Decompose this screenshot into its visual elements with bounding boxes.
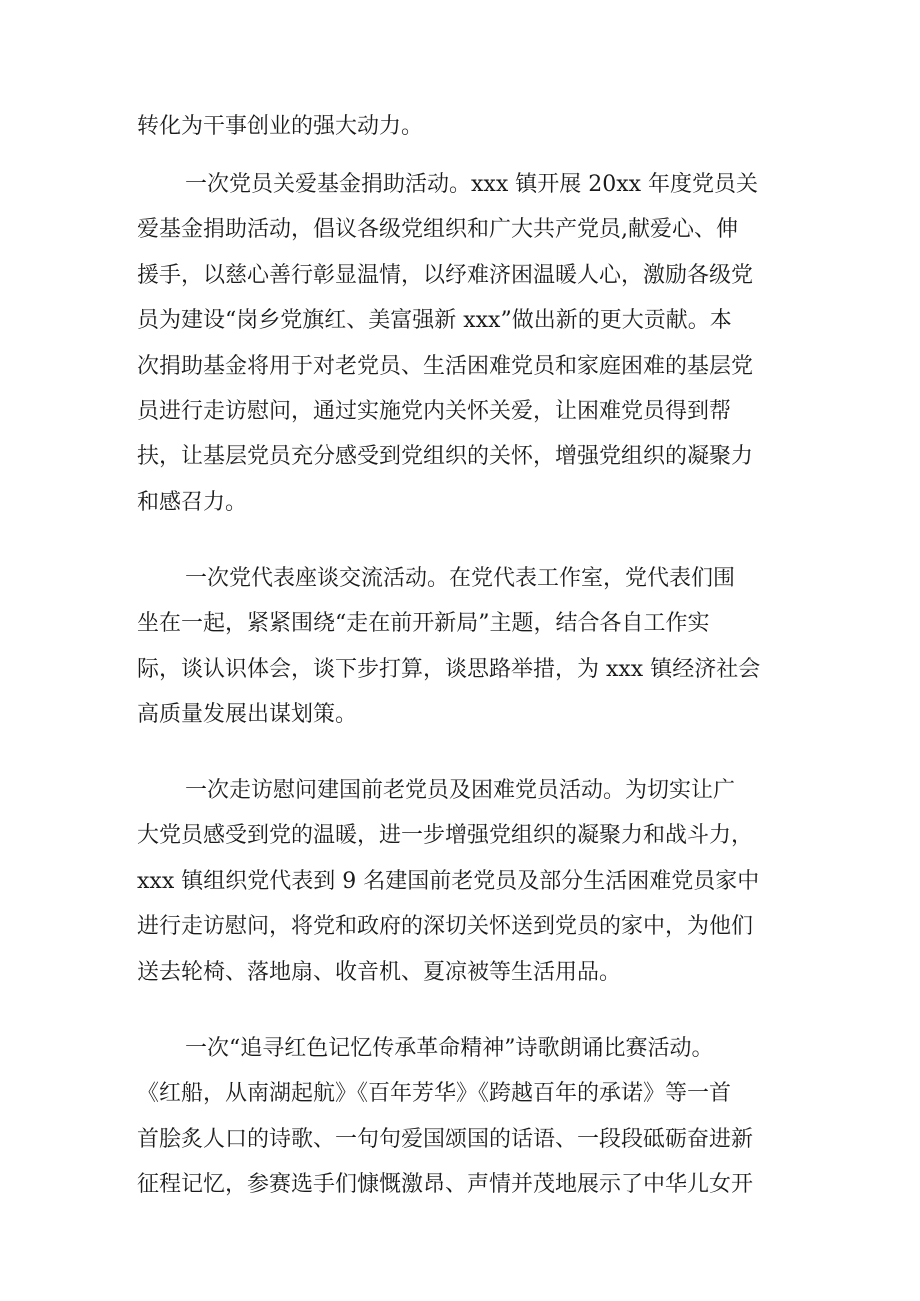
text-line: 一次走访慰问建国前老党员及困难党员活动。为切实让广 (185, 778, 736, 803)
paragraph-representative-forum (137, 556, 787, 738)
paragraph-poetry-contest (137, 1026, 787, 1208)
text-line: 转化为干事创业的强大动力。 (137, 114, 424, 139)
text-line: 征程记忆，参赛选手们慷慨激昂、声情并茂地展示了中华儿女开 (137, 1172, 754, 1198)
text-line: 员进行走访慰问，通过实施党内关怀关爱，让困难党员得到帮 (137, 398, 732, 424)
text-line: 援手，以慈心善行彰显温情，以纾难济困温暖人心，激励各级党 (137, 262, 754, 288)
text-line: 进行走访慰问，将党和政府的深切关怀送到党员的家中，为他们 (137, 914, 754, 940)
text-line: 际，谈认识体会，谈下步打算，谈思路举措，为 xxx 镇经济社会 (137, 656, 761, 682)
text-line: 一次党代表座谈交流活动。在党代表工作室，党代表们围 (185, 566, 736, 591)
text-line: 次捐助基金将用于对老党员、生活困难党员和家庭困难的基层党 (137, 353, 754, 379)
text-line: 一次“追寻红色记忆传承革命精神”诗歌朗诵比赛活动。 (185, 1036, 714, 1061)
paragraph-donation-activity (137, 162, 787, 525)
text-line: 员为建设“岗乡党旗红、美富强新 xxx”做出新的更大贡献。本 (137, 308, 732, 334)
text-line: 《红船，从南湖起航》《百年芳华》《跨越百年的承诺》等一首 (137, 1081, 732, 1107)
text-line: xxx 镇组织党代表到 9 名建国前老党员及部分生活困难党员家中 (137, 868, 760, 894)
paragraph-visit-activity (137, 768, 787, 995)
text-line: 一次党员关爱基金捐助活动。xxx 镇开展 20xx 年度党员关 (185, 172, 759, 197)
text-line: 和感召力。 (137, 489, 248, 515)
text-line: 首脍炙人口的诗歌、一句句爱国颂国的话语、一段段砥砺奋进新 (137, 1126, 754, 1152)
text-line: 送去轮椅、落地扇、收音机、夏凉被等生活用品。 (137, 959, 622, 985)
text-line: 扶，让基层党员充分感受到党组织的关怀，增强党组织的凝聚力 (137, 444, 754, 470)
paragraph-continuation (137, 104, 787, 149)
text-line: 爱基金捐助活动，倡议各级党组织和广大共产党员,献爱心、伸 (137, 217, 738, 243)
text-line: 大党员感受到党的温暖，进一步增强党组织的凝聚力和战斗力， (137, 823, 754, 849)
text-line: 高质量发展出谋划策。 (137, 702, 358, 728)
text-line: 坐在一起，紧紧围绕“走在前开新局”主题，结合各自工作实 (137, 611, 710, 637)
